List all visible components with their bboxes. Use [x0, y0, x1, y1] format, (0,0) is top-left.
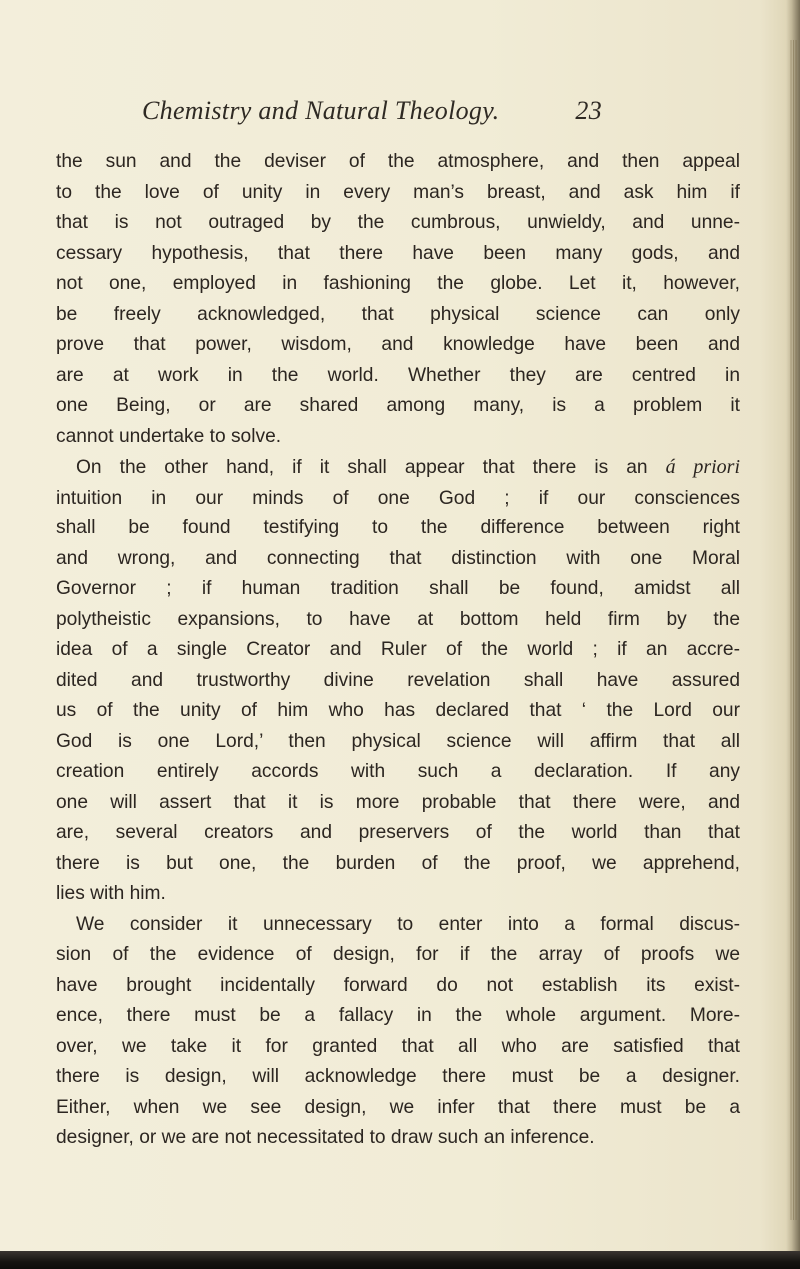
- text-line: designer, or we are not necessitated to draw such an inference.: [56, 1127, 595, 1148]
- scan-bottom-edge: [0, 1251, 800, 1269]
- text-line: Either, when we see design, we infer that there must be a: [56, 1096, 740, 1118]
- text-line: We consider it unnecessary to enter into a formal discus-: [76, 913, 740, 935]
- text-line: have brought incidentally forward do not establish its exist-: [56, 974, 740, 996]
- text-line: there is but one, the burden of the proof, we apprehend,: [56, 852, 740, 874]
- text-line: and wrong, and connecting that distinction with one Moral: [56, 547, 740, 569]
- text-line: God is one Lord,’ then physical science will affirm that all: [56, 730, 740, 752]
- text-line: [56, 452, 740, 483]
- text-line: lies with him.: [56, 883, 166, 904]
- text-line: one will assert that it is more probable that there were, and: [56, 791, 740, 813]
- page-number: 23: [575, 96, 602, 125]
- text-line: sion of the evidence of design, for if the array of proofs we: [56, 944, 740, 965]
- text-line: are at work in the world. Whether they are centred in: [56, 364, 740, 386]
- page-edges-decoration: [789, 40, 799, 1220]
- text-line: are, several creators and preservers of the world than that: [56, 822, 740, 843]
- text-line: that is not outraged by the cumbrous, unwieldy, and unne-: [56, 212, 740, 233]
- text-line: shall be found testifying to the difference between right: [56, 517, 740, 538]
- running-head: [142, 96, 602, 132]
- text-line: prove that power, wisdom, and knowledge have been and: [56, 334, 740, 355]
- text-line: there is design, will acknowledge there must be a designer.: [56, 1066, 740, 1087]
- text-line: us of the unity of him who has declared that ‘ the Lord our: [56, 700, 740, 721]
- text-line: ence, there must be a fallacy in the whole argument. More-: [56, 1005, 740, 1026]
- text-line: not one, employed in fashioning the globe. Let it, however,: [56, 273, 740, 294]
- text-line: be freely acknowledged, that physical science can only: [56, 303, 740, 325]
- text-line: idea of a single Creator and Ruler of the world ; if an accre-: [56, 639, 740, 660]
- text-fragment: On the other hand, if it shall appear that there is an: [76, 457, 648, 478]
- text-line: cessary hypothesis, that there have been many gods, and: [56, 242, 740, 264]
- body-text: [56, 147, 740, 1154]
- text-line: to the love of unity in every man’s breast, and ask him if: [56, 181, 740, 203]
- text-line: the sun and the deviser of the atmosphere, and then appeal: [56, 151, 740, 172]
- text-line: one Being, or are shared among many, is a problem it: [56, 395, 740, 416]
- text-line: [56, 483, 740, 514]
- text-line: dited and trustworthy divine revelation shall have assured: [56, 669, 740, 691]
- text-line: cannot undertake to solve.: [56, 425, 282, 447]
- text-line: over, we take it for granted that all who are satisfied that: [56, 1035, 740, 1057]
- text-line: polytheistic expansions, to have at bottom held firm by the: [56, 608, 740, 630]
- italic-phrase: á priori: [665, 456, 740, 478]
- text-line: creation entirely accords with such a declaration. If any: [56, 761, 740, 782]
- running-title: Chemistry and Natural Theology.: [142, 96, 500, 125]
- text-fragment: intuition in our minds of one God ; if our consciences: [56, 487, 740, 509]
- text-line: Governor ; if human tradition shall be found, amidst all: [56, 578, 740, 599]
